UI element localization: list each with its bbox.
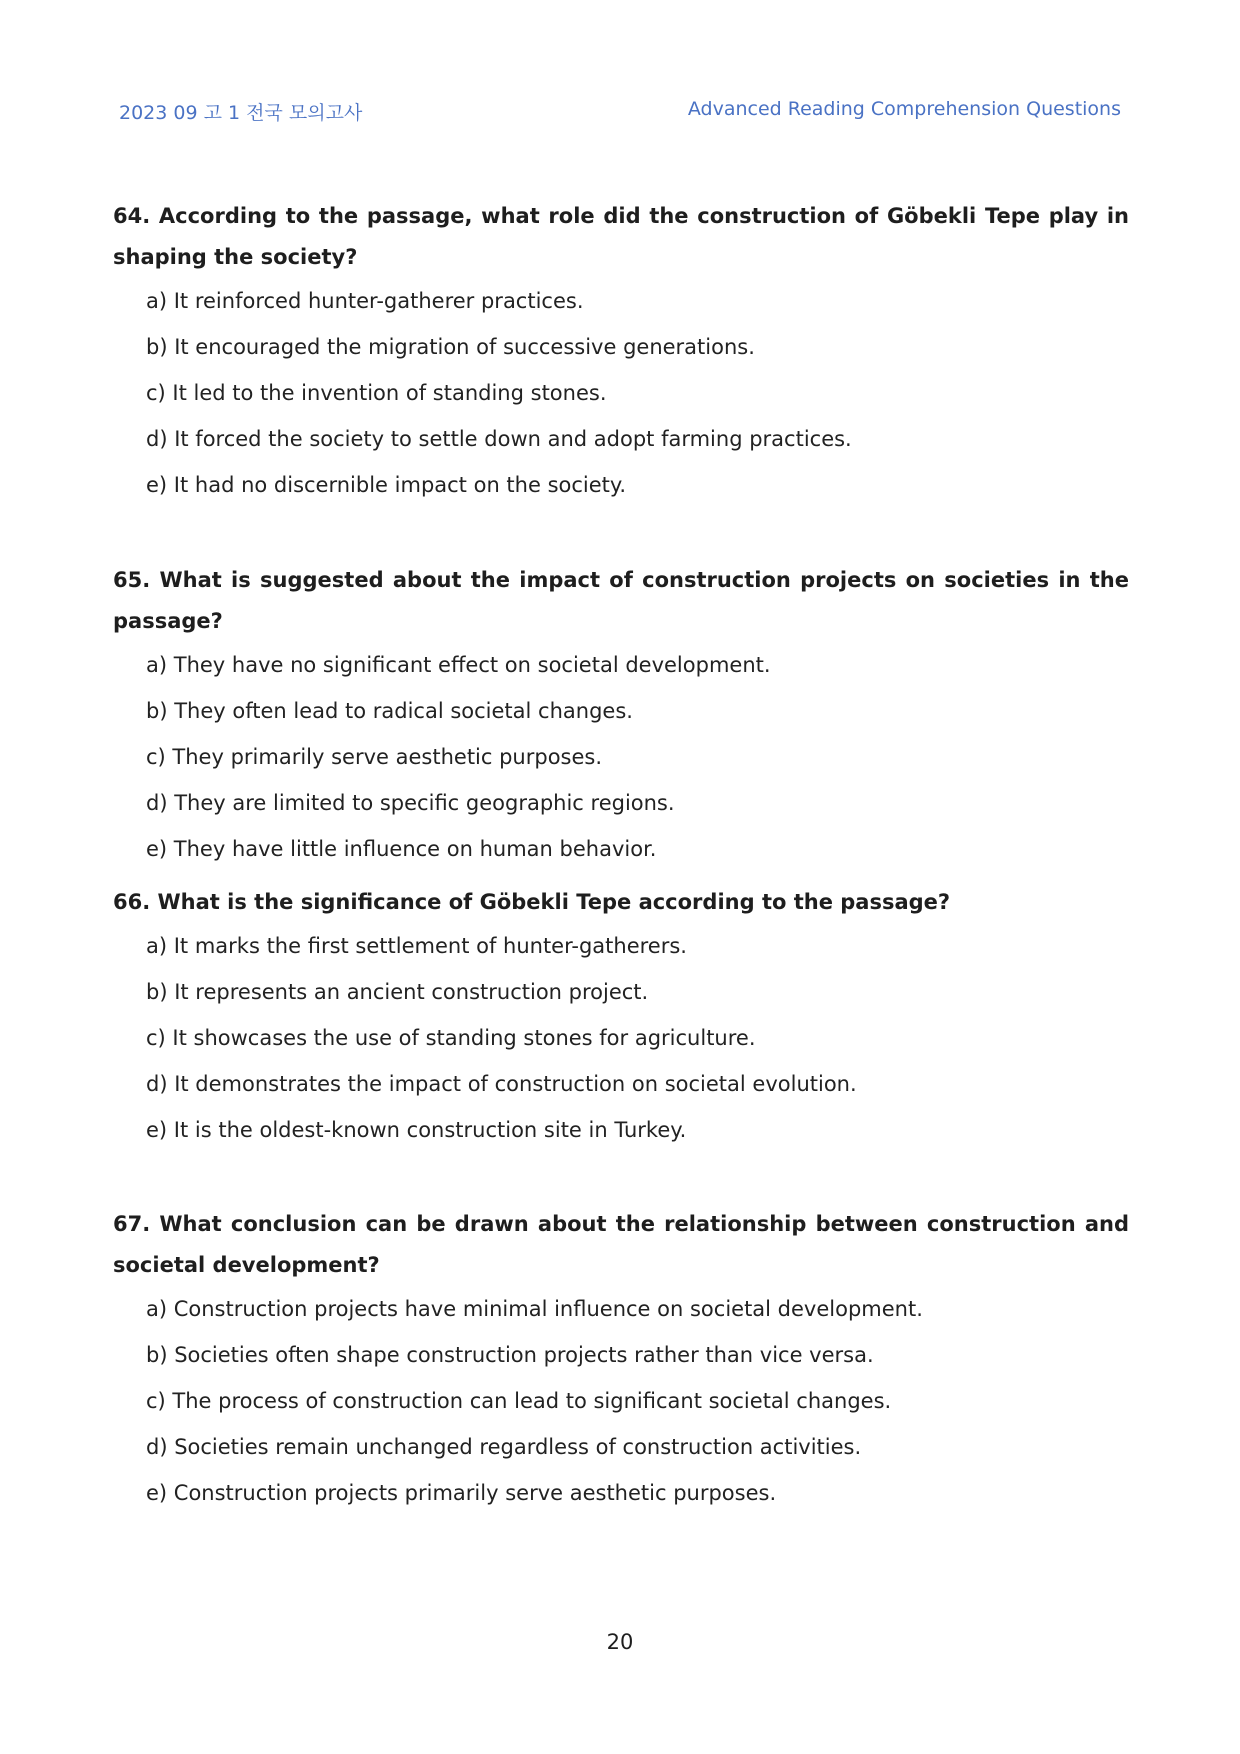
question-64 xyxy=(113,196,1129,508)
option-b: b) Societies often shape construction projects rather than vice versa. xyxy=(146,1343,874,1367)
option-b: b) They often lead to radical societal changes. xyxy=(146,699,633,723)
page-number: 20 xyxy=(606,1630,634,1654)
option-c: c) It led to the invention of standing stones. xyxy=(146,381,607,405)
option-a: a) It reinforced hunter-gatherer practices. xyxy=(146,289,584,313)
option-c: c) It showcases the use of standing stones for agriculture. xyxy=(146,1026,756,1050)
exam-title: 2023 09 고 1 전국 모의고사 xyxy=(119,102,363,124)
question-67 xyxy=(113,1204,1129,1516)
option-list xyxy=(113,278,1129,508)
section-title: Advanced Reading Comprehension Questions xyxy=(687,98,1121,120)
question-66 xyxy=(113,882,1129,1153)
question-text: 67. What conclusion can be drawn about the relationship between construction and societal development? xyxy=(113,1212,1129,1277)
option-b: b) It encouraged the migration of successive generations. xyxy=(146,335,755,359)
question-text: 64. According to the passage, what role did the construction of Göbekli Tepe play in shaping the society? xyxy=(113,204,1129,269)
option-b: b) It represents an ancient construction project. xyxy=(146,980,649,1004)
option-list xyxy=(113,1286,1129,1516)
option-d: d) It forced the society to settle down and adopt farming practices. xyxy=(146,427,852,451)
option-e: e) It is the oldest-known construction site in Turkey. xyxy=(146,1118,687,1142)
option-e: e) Construction projects primarily serve aesthetic purposes. xyxy=(146,1481,777,1505)
option-a: a) They have no significant effect on societal development. xyxy=(146,653,771,677)
option-d: d) It demonstrates the impact of construction on societal evolution. xyxy=(146,1072,857,1096)
option-d: d) They are limited to specific geographic regions. xyxy=(146,791,675,815)
option-e: e) They have little influence on human behavior. xyxy=(146,837,657,861)
option-d: d) Societies remain unchanged regardless of construction activities. xyxy=(146,1435,862,1459)
question-text: 66. What is the significance of Göbekli Tepe according to the passage? xyxy=(113,890,951,914)
question-65 xyxy=(113,560,1129,872)
option-list xyxy=(113,923,1129,1153)
option-list xyxy=(113,642,1129,872)
option-c: c) They primarily serve aesthetic purposes. xyxy=(146,745,603,769)
option-a: a) Construction projects have minimal influence on societal development. xyxy=(146,1297,923,1321)
option-e: e) It had no discernible impact on the society. xyxy=(146,473,626,497)
option-c: c) The process of construction can lead to significant societal changes. xyxy=(146,1389,892,1413)
option-a: a) It marks the first settlement of hunter-gatherers. xyxy=(146,934,687,958)
page-header xyxy=(119,98,1121,126)
question-text: 65. What is suggested about the impact of construction projects on societies in the passage? xyxy=(113,568,1129,633)
